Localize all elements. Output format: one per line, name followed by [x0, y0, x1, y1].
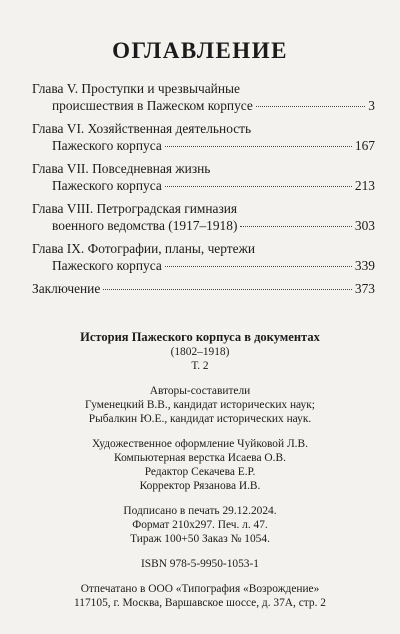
toc-entry-title-cont: происшествия в Пажеском корпусе	[52, 98, 253, 113]
toc-entry-title: Глава V. Проступки и чрезвычайные	[32, 81, 240, 96]
page-title: ОГЛАВЛЕНИЕ	[112, 38, 288, 63]
toc-entry-title: Глава VIII. Петроградская гимназия	[32, 201, 238, 216]
toc-page-number: 213	[354, 178, 375, 193]
toc-entry	[32, 280, 375, 297]
book-volume: Т. 2	[191, 360, 209, 372]
toc-page-number: 339	[354, 258, 375, 273]
compiler-2: Рыбалкин Ю.Е., кандидат исторических наук.	[88, 413, 312, 425]
toc-entry-title-cont: Пажеского корпуса	[52, 178, 162, 193]
format-info: Формат 210x297. Печ. л. 47.	[132, 519, 268, 531]
book-years: (1802–1918)	[170, 346, 230, 358]
printer-address: 117105, г. Москва, Варшавское шоссе, д. 37А, стр. 2	[74, 597, 326, 609]
printer: Отпечатано в ООО «Типография «Возрождение»	[80, 583, 320, 595]
design-credit: Художественное оформление Чуйковой Л.В.	[92, 438, 308, 450]
print-run: Тираж 100+50 Заказ № 1054.	[130, 533, 270, 545]
toc-entry-title: Глава VII. Повседневная жизнь	[32, 161, 211, 176]
toc-entry	[32, 160, 375, 194]
toc-entry-title: Глава IX. Фотографии, планы, чертежи	[32, 241, 255, 256]
toc-page-number: 167	[354, 138, 375, 153]
dot-leader	[256, 106, 365, 107]
toc-page-number: 303	[354, 218, 375, 233]
dot-leader	[165, 266, 352, 267]
toc-entry-title: Глава VI. Хозяйственная деятельность	[32, 121, 252, 136]
dot-leader	[240, 226, 351, 227]
dot-leader	[165, 186, 352, 187]
toc-entry-title-cont: Пажеского корпуса	[52, 138, 162, 153]
imprint-block	[0, 330, 400, 610]
compiler-1: Гуменецкий В.В., кандидат исторических наук;	[85, 399, 315, 411]
isbn: ISBN 978-5-9950-1053-1	[140, 558, 259, 570]
dot-leader	[165, 146, 352, 147]
toc-entry	[32, 200, 375, 234]
dot-leader	[103, 289, 352, 290]
book-title: История Пажеского корпуса в документах	[80, 330, 320, 344]
toc-entry	[32, 240, 375, 274]
table-of-contents	[32, 80, 375, 303]
toc-entry-title-cont: Пажеского корпуса	[52, 258, 162, 273]
layout-credit: Компьютерная верстка Исаева О.В.	[114, 452, 286, 464]
toc-page-number: 373	[354, 281, 375, 296]
corrector-credit: Корректор Рязанова И.В.	[139, 480, 261, 492]
toc-entry	[32, 80, 375, 114]
signed-date: Подписано в печать 29.12.2024.	[123, 505, 277, 517]
toc-entry	[32, 120, 375, 154]
toc-page-number: 3	[368, 98, 375, 113]
toc-entry-title-cont: военного ведомства (1917–1918)	[52, 218, 238, 233]
editor-credit: Редактор Секачева Е.Р.	[144, 466, 256, 478]
toc-entry-title: Заключение	[32, 281, 101, 296]
compilers-label: Авторы-составители	[149, 385, 251, 397]
